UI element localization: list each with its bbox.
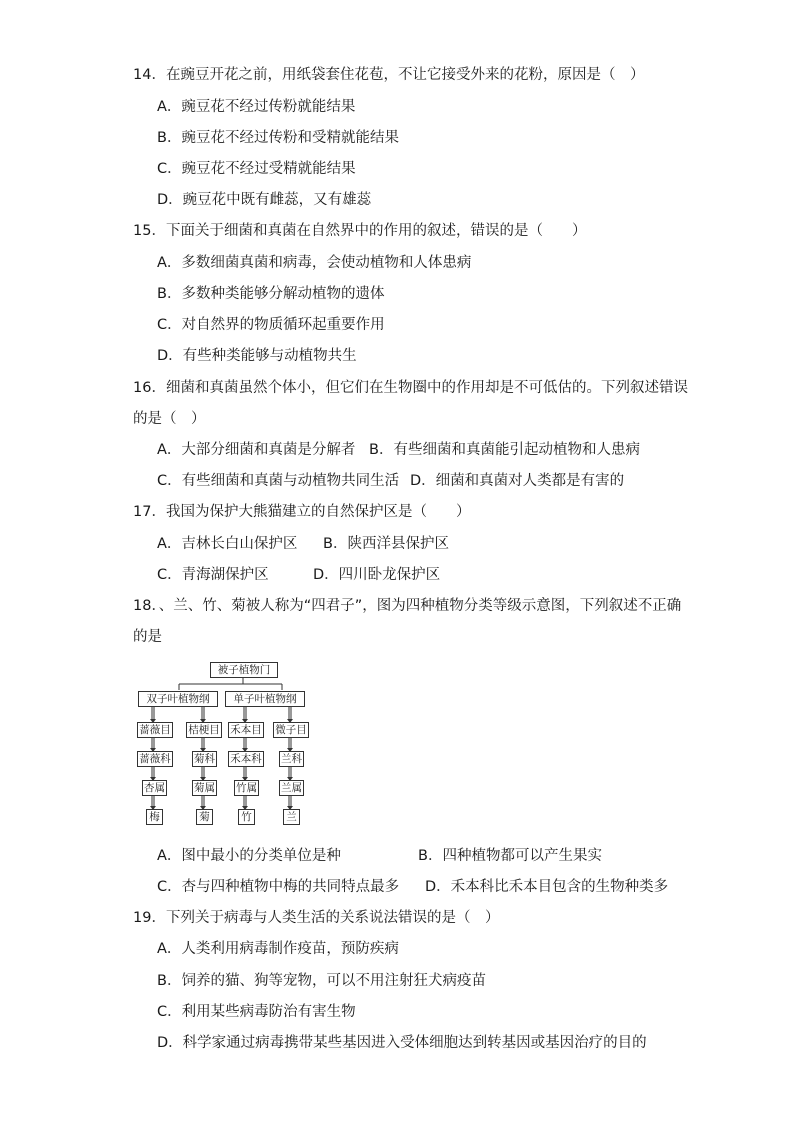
node-species-1: 梅 xyxy=(146,809,163,825)
question-15-option-c: C．对自然界的物质循环起重要作用 xyxy=(157,317,385,333)
question-14-option-d: D．豌豆花中既有雌蕊，又有雄蕊 xyxy=(157,192,372,208)
question-15-option-b: B．多数种类能够分解动植物的遗体 xyxy=(157,286,385,302)
classification-diagram xyxy=(136,660,316,830)
node-genus-3: 竹属 xyxy=(236,782,257,794)
node-family-1: 蔷薇科 xyxy=(137,751,173,767)
node-family-4: 兰科 xyxy=(281,753,302,765)
question-15-stem: 15．下面关于细菌和真菌在自然界中的作用的叙述，错误的是（ ） xyxy=(133,223,587,239)
node-species-2: 菊 xyxy=(196,809,213,825)
question-14-stem: 14．在豌豆开花之前，用纸袋套住花苞，不让它接受外来的花粉，原因是（ ） xyxy=(133,67,645,83)
diagram-arrows xyxy=(136,660,316,830)
question-18-option-a: A．图中最小的分类单位是种 xyxy=(157,848,341,864)
node-family-3: 禾本科 xyxy=(228,751,264,767)
question-17-option-c: C．青海湖保护区 xyxy=(157,567,269,583)
question-19-option-c: C．利用某些病毒防治有害生物 xyxy=(157,1004,356,1020)
question-19-option-b: B．饲养的猫、狗等宠物，可以不用注射狂犬病疫苗 xyxy=(157,973,486,989)
node-phylum: 被子植物门 xyxy=(210,662,278,678)
question-14-option-b: B．豌豆花不经过传粉和受精就能结果 xyxy=(157,130,399,146)
question-17-option-d: D．四川卧龙保护区 xyxy=(313,567,441,583)
question-18-option-b: B．四种植物都可以产生果实 xyxy=(418,848,602,864)
question-18-stem-line2: 的是 xyxy=(133,629,162,645)
question-15-option-a: A．多数细菌真菌和病毒，会使动植物和人体患病 xyxy=(157,255,472,271)
node-order-3: 禾本目 xyxy=(228,722,264,738)
question-17-option-b: B．陕西洋县保护区 xyxy=(323,536,449,552)
node-class-monocot: 单子叶植物纲 xyxy=(225,691,305,707)
question-16-stem-line1: 16．细菌和真菌虽然个体小，但它们在生物圈中的作用却是不可低估的。下列叙述错误 xyxy=(133,380,688,396)
question-18-option-c: C．杏与四种植物中梅的共同特点最多 xyxy=(157,879,400,895)
node-species-3: 竹 xyxy=(238,809,255,825)
question-16-stem-line2: 的是（ ） xyxy=(133,411,206,427)
question-14-option-a: A．豌豆花不经过传粉就能结果 xyxy=(157,99,356,115)
question-19-stem: 19．下列关于病毒与人类生活的关系说法错误的是（ ） xyxy=(133,910,500,926)
question-19-option-d: D．科学家通过病毒携带某些基因进入受体细胞达到转基因或基因治疗的目的 xyxy=(157,1035,647,1051)
node-genus-2: 菊属 xyxy=(194,782,215,794)
node-order-2: 桔梗目 xyxy=(186,722,222,738)
node-genus-4: 兰属 xyxy=(281,782,302,794)
node-family-2: 菊科 xyxy=(194,753,215,765)
question-14-option-c: C．豌豆花不经过受精就能结果 xyxy=(157,161,356,177)
question-18-stem-line1: 18．、兰、竹、菊被人称为“四君子”，图为四种植物分类等级示意图，下列叙述不正确 xyxy=(133,598,682,614)
question-16-option-b: B．有些细菌和真菌能引起动植物和人患病 xyxy=(369,442,640,458)
question-19-option-a: A．人类利用病毒制作疫苗，预防疾病 xyxy=(157,941,399,957)
question-16-option-d: D．细菌和真菌对人类都是有害的 xyxy=(410,473,625,489)
question-16-option-c: C．有些细菌和真菌与动植物共同生活 xyxy=(157,473,400,489)
question-17-option-a: A．吉林长白山保护区 xyxy=(157,536,298,552)
question-16-option-a: A．大部分细菌和真菌是分解者 xyxy=(157,442,356,458)
node-class-dicot: 双子叶植物纲 xyxy=(138,691,218,707)
question-17-stem: 17．我国为保护大熊猫建立的自然保护区是（ ） xyxy=(133,504,471,520)
node-order-1: 蔷薇目 xyxy=(137,722,173,738)
question-15-option-d: D．有些种类能够与动植物共生 xyxy=(157,348,357,364)
node-species-4: 兰 xyxy=(283,809,300,825)
node-order-4: 微子目 xyxy=(273,722,309,738)
question-18-option-d: D．禾本科比禾本目包含的生物种类多 xyxy=(425,879,669,895)
node-genus-1: 杏属 xyxy=(144,782,165,794)
